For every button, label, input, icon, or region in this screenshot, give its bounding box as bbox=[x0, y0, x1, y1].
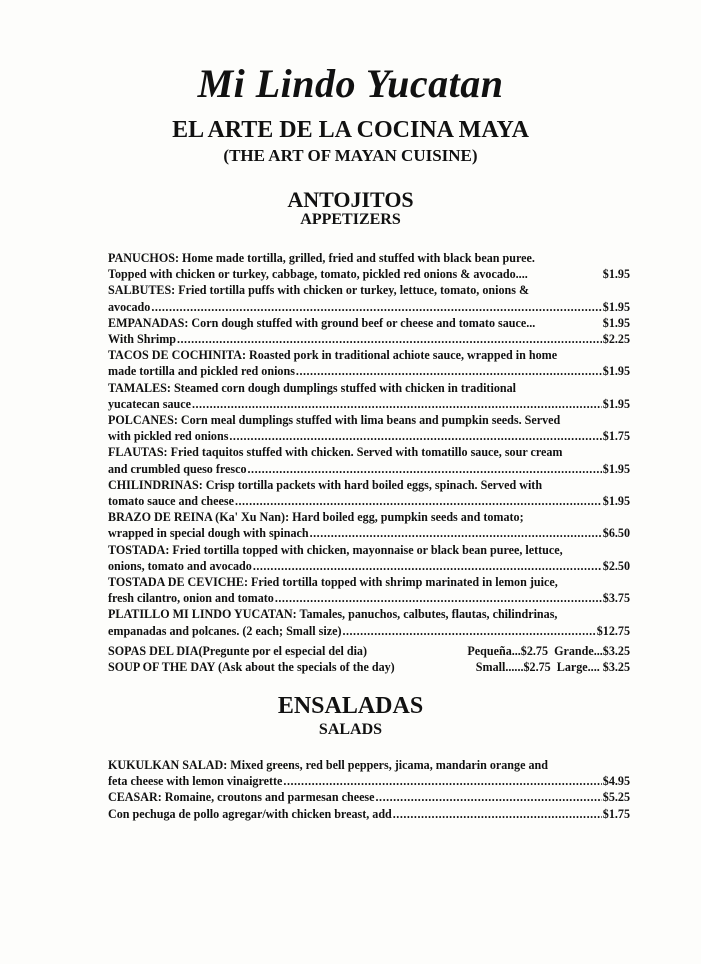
menu-item bbox=[108, 789, 630, 805]
menu-item-line bbox=[108, 623, 630, 639]
menu-item bbox=[108, 606, 630, 638]
menu-item-text: with pickled red onions bbox=[108, 429, 229, 444]
menu-item-line bbox=[108, 525, 630, 541]
page-title: EL ARTE DE LA COCINA MAYA bbox=[172, 117, 529, 143]
menu-item-line bbox=[108, 477, 630, 493]
menu-item bbox=[108, 282, 630, 314]
soup-prices: Small......$2.75 Large.... $3.25 bbox=[475, 660, 630, 675]
menu-item-line bbox=[108, 773, 630, 789]
menu-item bbox=[108, 806, 630, 822]
menu-item-price: $6.50 bbox=[602, 526, 630, 541]
menu-item bbox=[108, 477, 630, 509]
menu-item-text: PLATILLO MI LINDO YUCATAN: Tamales, panuchos, calbutes, flautas, chilindrinas, bbox=[108, 607, 558, 622]
menu-item-price: $2.50 bbox=[602, 558, 630, 573]
menu-item bbox=[108, 574, 630, 606]
dot-leader bbox=[310, 525, 602, 541]
menu-item-line bbox=[108, 590, 630, 606]
salads-subtitle: SALADS bbox=[318, 721, 383, 738]
menu-item-line bbox=[108, 493, 630, 509]
menu-item-line bbox=[108, 558, 630, 574]
dot-leader bbox=[253, 558, 602, 574]
menu-item-text: TOSTADA: Fried tortilla topped with chicken, mayonnaise or black bean puree, lettuce, bbox=[108, 542, 563, 557]
menu-item-text: FLAUTAS: Fried taquitos stuffed with chicken. Served with tomatillo sauce, sour cream bbox=[108, 445, 563, 460]
menu-item-line bbox=[108, 266, 630, 282]
menu-item-text: CEASAR: Romaine, croutons and parmesan cheese bbox=[108, 790, 375, 805]
dot-leader bbox=[235, 493, 602, 509]
restaurant-name: Mi Lindo Yucatan bbox=[197, 61, 504, 106]
menu-item bbox=[108, 380, 630, 412]
menu-item-price: $1.95 bbox=[602, 299, 630, 314]
menu-item-line bbox=[108, 299, 630, 315]
salads-title: ENSALADAS bbox=[277, 693, 424, 719]
menu-item-text: TAMALES: Steamed corn dough dumplings stuffed with chicken in traditional bbox=[108, 380, 516, 395]
menu-item-price: $1.95 bbox=[602, 494, 630, 509]
menu-item-line bbox=[108, 363, 630, 379]
menu-item-text: Con pechuga de pollo agregar/with chicken breast, add bbox=[108, 806, 392, 821]
menu-item-text: CHILINDRINAS: Crisp tortilla packets with hard boiled eggs, spinach. Served with bbox=[108, 477, 543, 492]
dot-leader bbox=[393, 806, 602, 822]
menu-item-line bbox=[108, 412, 630, 428]
menu-item bbox=[108, 347, 630, 379]
menu-item bbox=[108, 412, 630, 444]
dot-leader bbox=[177, 331, 602, 347]
dot-leader bbox=[275, 590, 602, 606]
menu-item-line bbox=[108, 380, 630, 396]
soup-prices: Pequeña...$2.75 Grande...$3.25 bbox=[467, 644, 630, 658]
menu-item-text: Topped with chicken or turkey, cabbage, tomato, pickled red onions & avocado.... bbox=[108, 267, 528, 282]
menu-item-price: $1.75 bbox=[602, 429, 630, 444]
menu-item-price: $1.95 bbox=[602, 315, 630, 330]
menu-item-line bbox=[108, 789, 630, 805]
menu-item bbox=[108, 542, 630, 574]
appetizers-title: ANTOJITOS bbox=[287, 187, 414, 212]
menu-item-text: wrapped in special dough with spinach bbox=[108, 526, 309, 541]
menu-item-text: BRAZO DE REINA (Ka' Xu Nan): Hard boiled egg, pumpkin seeds and tomato; bbox=[108, 510, 524, 525]
menu-item-price: $1.75 bbox=[602, 806, 630, 821]
dot-leader bbox=[229, 428, 601, 444]
menu-item-text: POLCANES: Corn meal dumplings stuffed with lima beans and pumpkin seeds. Served bbox=[108, 413, 561, 428]
menu-item-line bbox=[108, 331, 630, 347]
menu-item-text: EMPANADAS: Corn dough stuffed with ground beef or cheese and tomato sauce... bbox=[108, 315, 536, 330]
menu-item-line bbox=[108, 509, 630, 525]
menu-item-text: feta cheese with lemon vinaigrette bbox=[108, 774, 283, 789]
menu-item bbox=[108, 509, 630, 541]
menu-item-price: $1.95 bbox=[602, 267, 630, 282]
menu-item-line bbox=[108, 250, 630, 266]
soup-row bbox=[108, 659, 630, 675]
appetizers-list bbox=[108, 250, 630, 639]
menu-item-price: $4.95 bbox=[602, 774, 630, 789]
menu-item-line bbox=[108, 315, 630, 331]
page-subtitle: (THE ART OF MAYAN CUISINE) bbox=[223, 146, 478, 165]
appetizers-subtitle: APPETIZERS bbox=[300, 211, 401, 228]
menu-item-price: $1.95 bbox=[602, 461, 630, 476]
menu-item-text: empanadas and polcanes. (2 each; Small size) bbox=[108, 623, 342, 638]
menu-item bbox=[108, 250, 630, 282]
menu-item bbox=[108, 757, 630, 789]
menu-item-price: $1.95 bbox=[602, 364, 630, 379]
menu-item-text: tomato sauce and cheese bbox=[108, 494, 234, 509]
dot-leader bbox=[151, 299, 601, 315]
menu-item-text: and crumbled queso fresco bbox=[108, 461, 247, 476]
soups-list bbox=[108, 643, 630, 675]
soup-label: SOUP OF THE DAY (Ask about the specials of the day) bbox=[108, 660, 395, 675]
menu-item-line bbox=[108, 542, 630, 558]
menu-item-line bbox=[108, 444, 630, 460]
menu-item bbox=[108, 315, 630, 347]
menu-item-price: $1.95 bbox=[602, 396, 630, 411]
dot-leader bbox=[296, 363, 602, 379]
menu-item-line bbox=[108, 347, 630, 363]
menu-item-price: $5.25 bbox=[602, 790, 630, 805]
menu-item-text: TACOS DE COCHINITA: Roasted pork in traditional achiote sauce, wrapped in home bbox=[108, 348, 558, 363]
soup-row bbox=[108, 643, 630, 659]
dot-leader bbox=[192, 396, 602, 412]
menu-item-line bbox=[108, 574, 630, 590]
menu-item-price: $2.25 bbox=[602, 332, 630, 347]
dot-leader bbox=[248, 461, 602, 477]
menu-item-line bbox=[108, 396, 630, 412]
menu-item-price: $3.75 bbox=[602, 591, 630, 606]
menu-item-price: $12.75 bbox=[596, 623, 630, 638]
menu-item-text: made tortilla and pickled red onions bbox=[108, 364, 295, 379]
menu-item-text: SALBUTES: Fried tortilla puffs with chicken or turkey, lettuce, tomato, onions & bbox=[108, 283, 530, 298]
menu-item-line bbox=[108, 282, 630, 298]
soup-label: SOPAS DEL DIA(Pregunte por el especial del dia) bbox=[108, 644, 368, 658]
menu-item-text: PANUCHOS: Home made tortilla, grilled, fried and stuffed with black bean puree. bbox=[108, 251, 535, 265]
menu-item-line bbox=[108, 428, 630, 444]
menu-item-line bbox=[108, 606, 630, 622]
dot-leader bbox=[342, 623, 595, 639]
menu-item-text: TOSTADA DE CEVICHE: Fried tortilla topped with shrimp marinated in lemon juice, bbox=[108, 575, 558, 590]
dot-leader bbox=[376, 789, 602, 805]
dot-leader bbox=[283, 773, 601, 789]
menu-item-text: With Shrimp bbox=[108, 332, 176, 347]
menu-item-text: yucatecan sauce bbox=[108, 396, 191, 411]
menu-item-text: avocado bbox=[108, 299, 151, 314]
menu-item-line bbox=[108, 461, 630, 477]
menu-item bbox=[108, 444, 630, 476]
menu-item-line bbox=[108, 757, 630, 773]
menu-item-text: onions, tomato and avocado bbox=[108, 558, 252, 573]
menu-item-text: KUKULKAN SALAD: Mixed greens, red bell peppers, jicama, mandarin orange and bbox=[108, 758, 548, 772]
salads-list bbox=[108, 757, 630, 822]
menu-item-text: fresh cilantro, onion and tomato bbox=[108, 591, 274, 606]
menu-item-line bbox=[108, 806, 630, 822]
